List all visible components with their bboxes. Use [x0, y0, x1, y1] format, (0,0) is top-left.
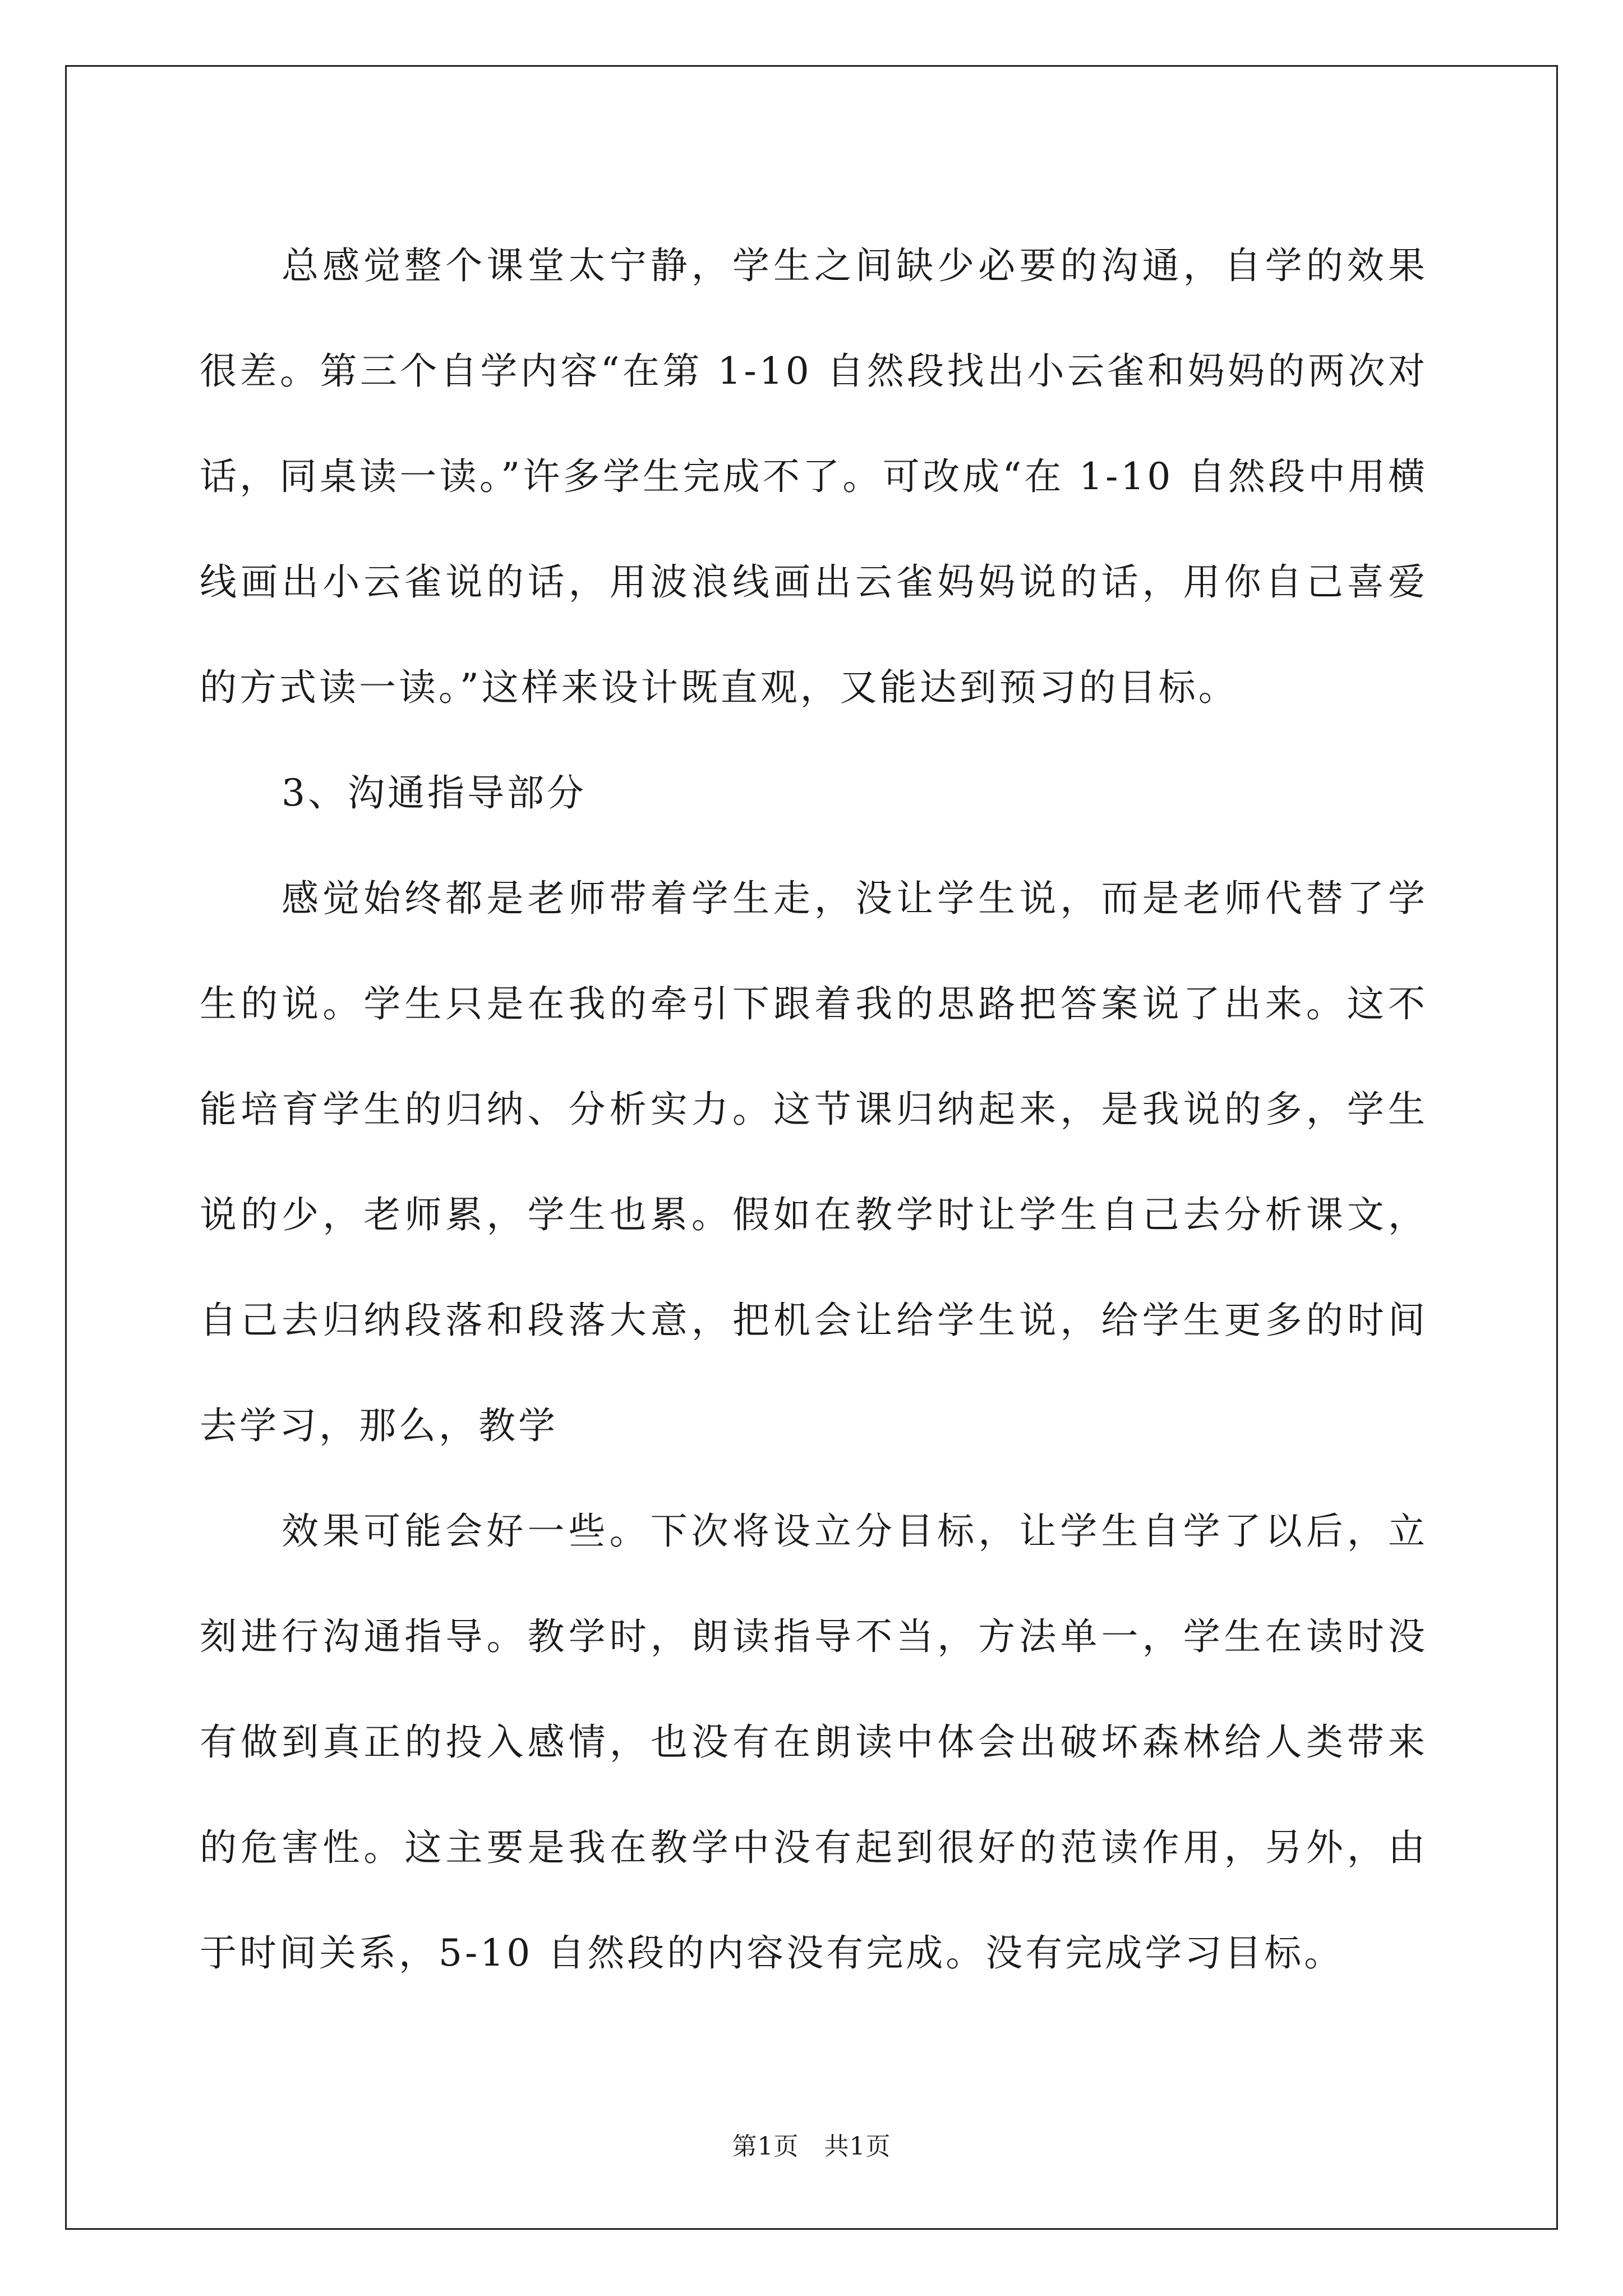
page-number-footer: 第1页 共1页 — [732, 2132, 891, 2161]
paragraph-3: 效果可能会好一些。下次将设立分目标，让学生自学了以后，立刻进行沟通指导。教学时，朗读指导不当，方法单一，学生在读时没有做到真正的投入感情，也没有在朗读中体会出破坏森林给人类带来的危害性。这主要是我在教学中没有起到很好的范读作用，另外，由于时间关系，5-10 自然段的内容没有完成。没有完成学习目标。 — [200, 1510, 1428, 1975]
paragraph-2: 感觉始终都是老师带着学生走，没让学生说，而是老师代替了学生的说。学生只是在我的牵引下跟着我的思路把答案说了出来。这不能培育学生的归纳、分析实力。这节课归纳起来，是我说的多，学生说的少，老师累，学生也累。假如在教学时让学生自己去分析课文，自己去归纳段落和段落大意，把机会让给学生说，给学生更多的时间去学习，那么，教学 — [200, 877, 1428, 1447]
document-body — [200, 213, 1428, 2006]
section-heading: 3、沟通指导部分 — [282, 771, 587, 815]
paragraph-1: 总感觉整个课堂太宁静，学生之间缺少必要的沟通，自学的效果很差。第三个自学内容“在第 1-10 自然段找出小云雀和妈妈的两次对话，同桌读一读。”许多学生完成不了。可改成“在 1-10 自然段中用横线画出小云雀说的话，用波浪线画出云雀妈妈说的话，用你自己喜爱的方式读一读。”这样来设计既直观，又能达到预习的目标。 — [200, 244, 1428, 709]
